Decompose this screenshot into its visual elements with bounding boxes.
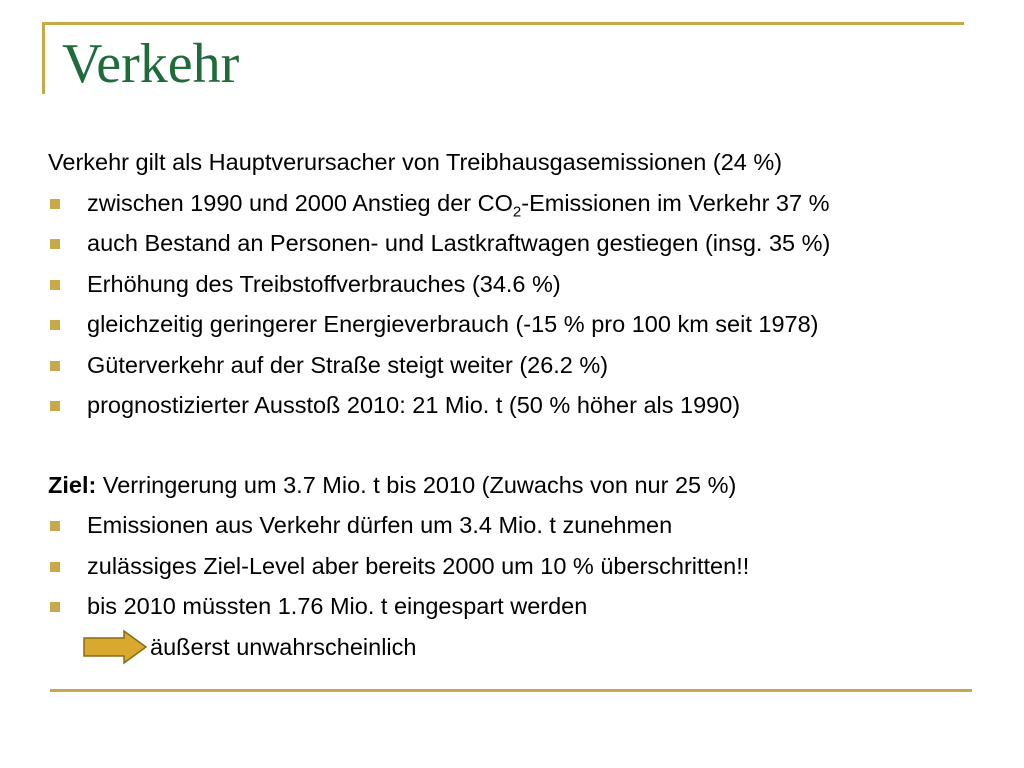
co2-subscript: 2 [512,203,522,221]
conclusion-text: äußerst unwahrscheinlich [150,633,417,660]
slide-body [48,142,998,667]
bullet-item [48,223,998,264]
conclusion-line [48,627,998,668]
square-bullet-icon [50,239,60,249]
goal-label: Ziel: [48,471,97,498]
bullet-item [48,505,998,546]
right-arrow-icon [82,629,148,665]
bullet-item [48,304,998,345]
bullet-text-co2-post: -Emissionen im Verkehr 37 % [521,189,830,216]
bullet-text: bis 2010 müssten 1.76 Mio. t eingespart werden [87,593,588,619]
bullet-text: Güterverkehr auf der Straße steigt weiter (26.2 %) [87,351,609,378]
bullet-text: Erhöhung des Treibstoffverbrauches (34.6 %) [87,270,561,297]
bullet-text: auch Bestand an Personen- und Lastkraftwagen gestiegen (insg. 35 %) [87,230,831,256]
bullet-text: Emissionen aus Verkehr dürfen um 3.4 Mio. t zunehmen [87,512,673,538]
bullet-item [48,345,998,386]
goal-text: Verringerung um 3.7 Mio. t bis 2010 (Zuwachs von nur 25 %) [96,471,737,498]
bullet-item [48,264,998,305]
square-bullet-icon [50,320,60,330]
square-bullet-icon [50,280,60,290]
square-bullet-icon [50,602,60,612]
bullet-text: prognostizierter Ausstoß 2010: 21 Mio. t (50 % höher als 1990) [87,392,741,418]
intro-text: Verkehr gilt als Hauptverursacher von Treibhausgasemissionen (24 %) [48,149,783,175]
frame-left-line [42,22,45,94]
square-bullet-icon [50,361,60,371]
square-bullet-icon [50,562,60,572]
square-bullet-icon [50,521,60,531]
frame-top-line [42,22,964,25]
bullet-item [48,546,998,587]
bullet-text-co2-pre: zwischen 1990 und 2000 Anstieg der CO [87,189,513,216]
bullet-item [48,586,998,627]
square-bullet-icon [50,401,60,411]
square-bullet-icon [50,199,60,209]
goal-line [48,465,998,506]
bullet-text: zulässiges Ziel-Level aber bereits 2000 um 10 % überschritten!! [87,552,750,579]
bullet-item [48,183,998,224]
frame-bottom-line [50,689,972,692]
slide-title: Verkehr [62,33,240,95]
spacer [48,426,998,465]
bullet-text: gleichzeitig geringerer Energieverbrauch (-15 % pro 100 km seit 1978) [87,311,819,337]
bullet-item [48,385,998,426]
